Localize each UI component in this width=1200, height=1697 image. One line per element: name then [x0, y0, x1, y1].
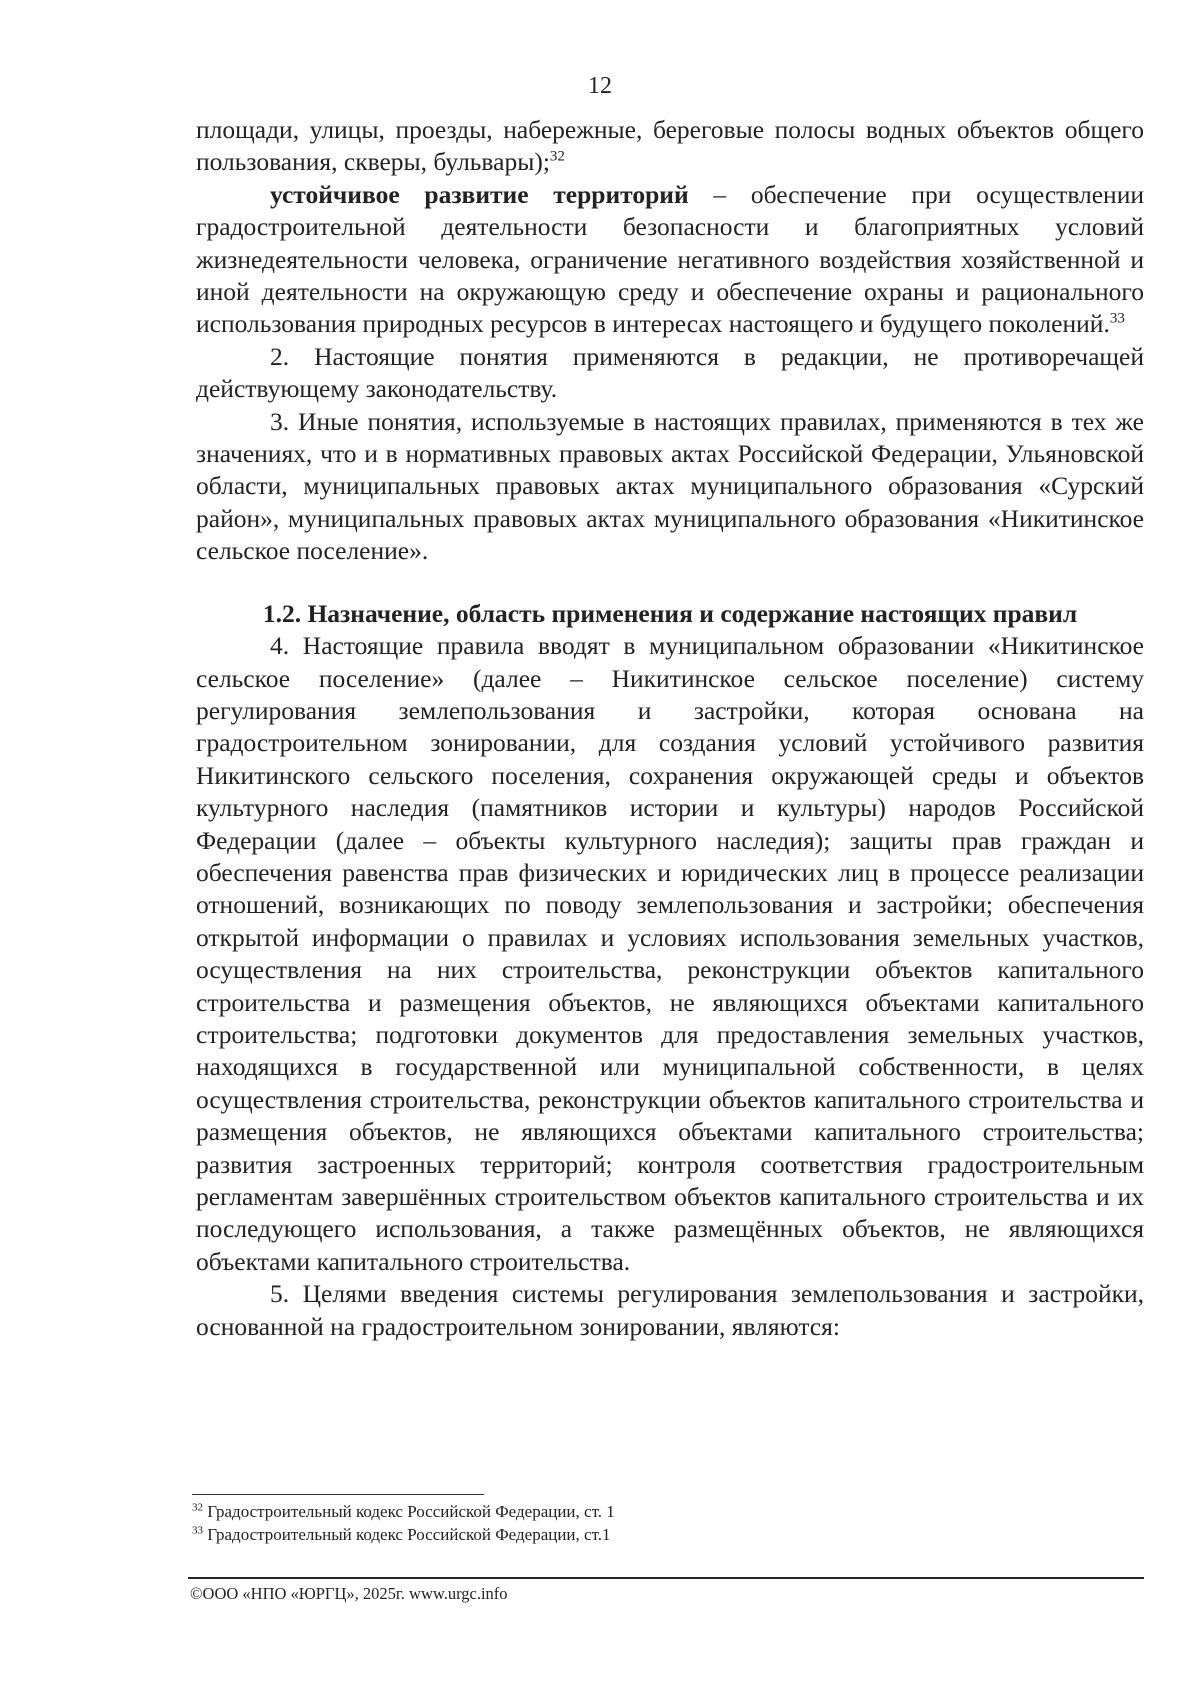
paragraph-item-2: 2. Настоящие понятия применяются в редакции, не противоречащей действующему законодательству. [196, 341, 1144, 404]
footer-divider [188, 1577, 1144, 1579]
footnote-33 [192, 1523, 1142, 1546]
footnote-marker: 33 [192, 1524, 203, 1537]
footnote-ref-32[interactable]: 32 [549, 148, 565, 165]
document-body [196, 114, 1144, 1343]
definition-text: – обеспечение при осуществлении градостроительной деятельности безопасности и благоприятных условий жизнедеятельности человека, ограничение негативного воздействия хозяйственной и иной деятельности на окружающую среду и обеспечение охраны и рационального использования природных ресурсов в интересах настоящего и будущего поколений. [196, 179, 1144, 339]
paragraph-continuation [196, 114, 1144, 179]
defined-term: устойчивое развитие территорий [270, 179, 689, 209]
paragraph-item-3: 3. Иные понятия, используемые в настоящих правилах, применяются в тех же значениях, что и в нормативных правовых актах Российской Федерации, Ульяновской области, муниципальных правовых актах муниципального образования «Сурский район», муниципальных правовых актах муниципального образования «Никитинское сельское поселение». [196, 406, 1144, 566]
section-heading: 1.2. Назначение, область применения и содержание настоящих правил [262, 598, 1078, 628]
footnote-32 [192, 1500, 1142, 1523]
paragraph-text: площади, улицы, проезды, набережные, береговые полосы водных объектов общего пользования, скверы, бульвары); [196, 115, 1144, 177]
footnote-separator [192, 1494, 484, 1495]
footnotes [192, 1500, 1142, 1546]
page-number: 12 [588, 73, 612, 99]
paragraph-item-5: 5. Целями введения системы регулирования землепользования и застройки, основанной на градостроительном зонировании, являются: [196, 1279, 1144, 1341]
footnote-marker: 32 [192, 1501, 203, 1514]
paragraph-definition [196, 179, 1144, 341]
footnote-text: Градостроительный кодекс Российской Федерации, ст.1 [203, 1525, 611, 1544]
footnote-ref-33[interactable]: 33 [1109, 310, 1125, 327]
paragraph-item-4: 4. Настоящие правила вводят в муниципальном образовании «Никитинское сельское поселение» (далее – Никитинское сельское поселение) систему регулирования землепользования и застройки, которая основана на градостроительном зонировании, для создания условий устойчивого развития Никитинского сельского поселения, сохранения окружающей среды и объектов культурного наследия (памятников истории и культуры) народов Российской Федерации (далее – объекты культурного наследия); защиты прав граждан и обеспечения равенства прав физических и юридических лиц в процессе реализации отношений, возникающих по поводу землепользования и застройки; обеспечения открытой информации о правилах и условиях использования земельных участков, осуществления на них строительства, реконструкции объектов капитального строительства и размещения объектов, не являющихся объектами капитального строительства; подготовки документов для предоставления земельных участков, находящихся в государственной или муниципальной собственности, в целях осуществления строительства, реконструкции объектов капитального строительства и размещения объектов, не являющихся объектами капитального строительства; развития застроенных территорий; контроля соответствия градостроительным регламентам завершённых строительством объектов капитального строительства и их последующего использования, а также размещённых объектов, не являющихся объектами капитального строительства. [196, 631, 1144, 1276]
footnote-text: Градостроительный кодекс Российской Федерации, ст. 1 [203, 1502, 615, 1521]
footer-copyright: ©ООО «НПО «ЮРГЦ», 2025г. www.urgc.info [190, 1584, 508, 1603]
